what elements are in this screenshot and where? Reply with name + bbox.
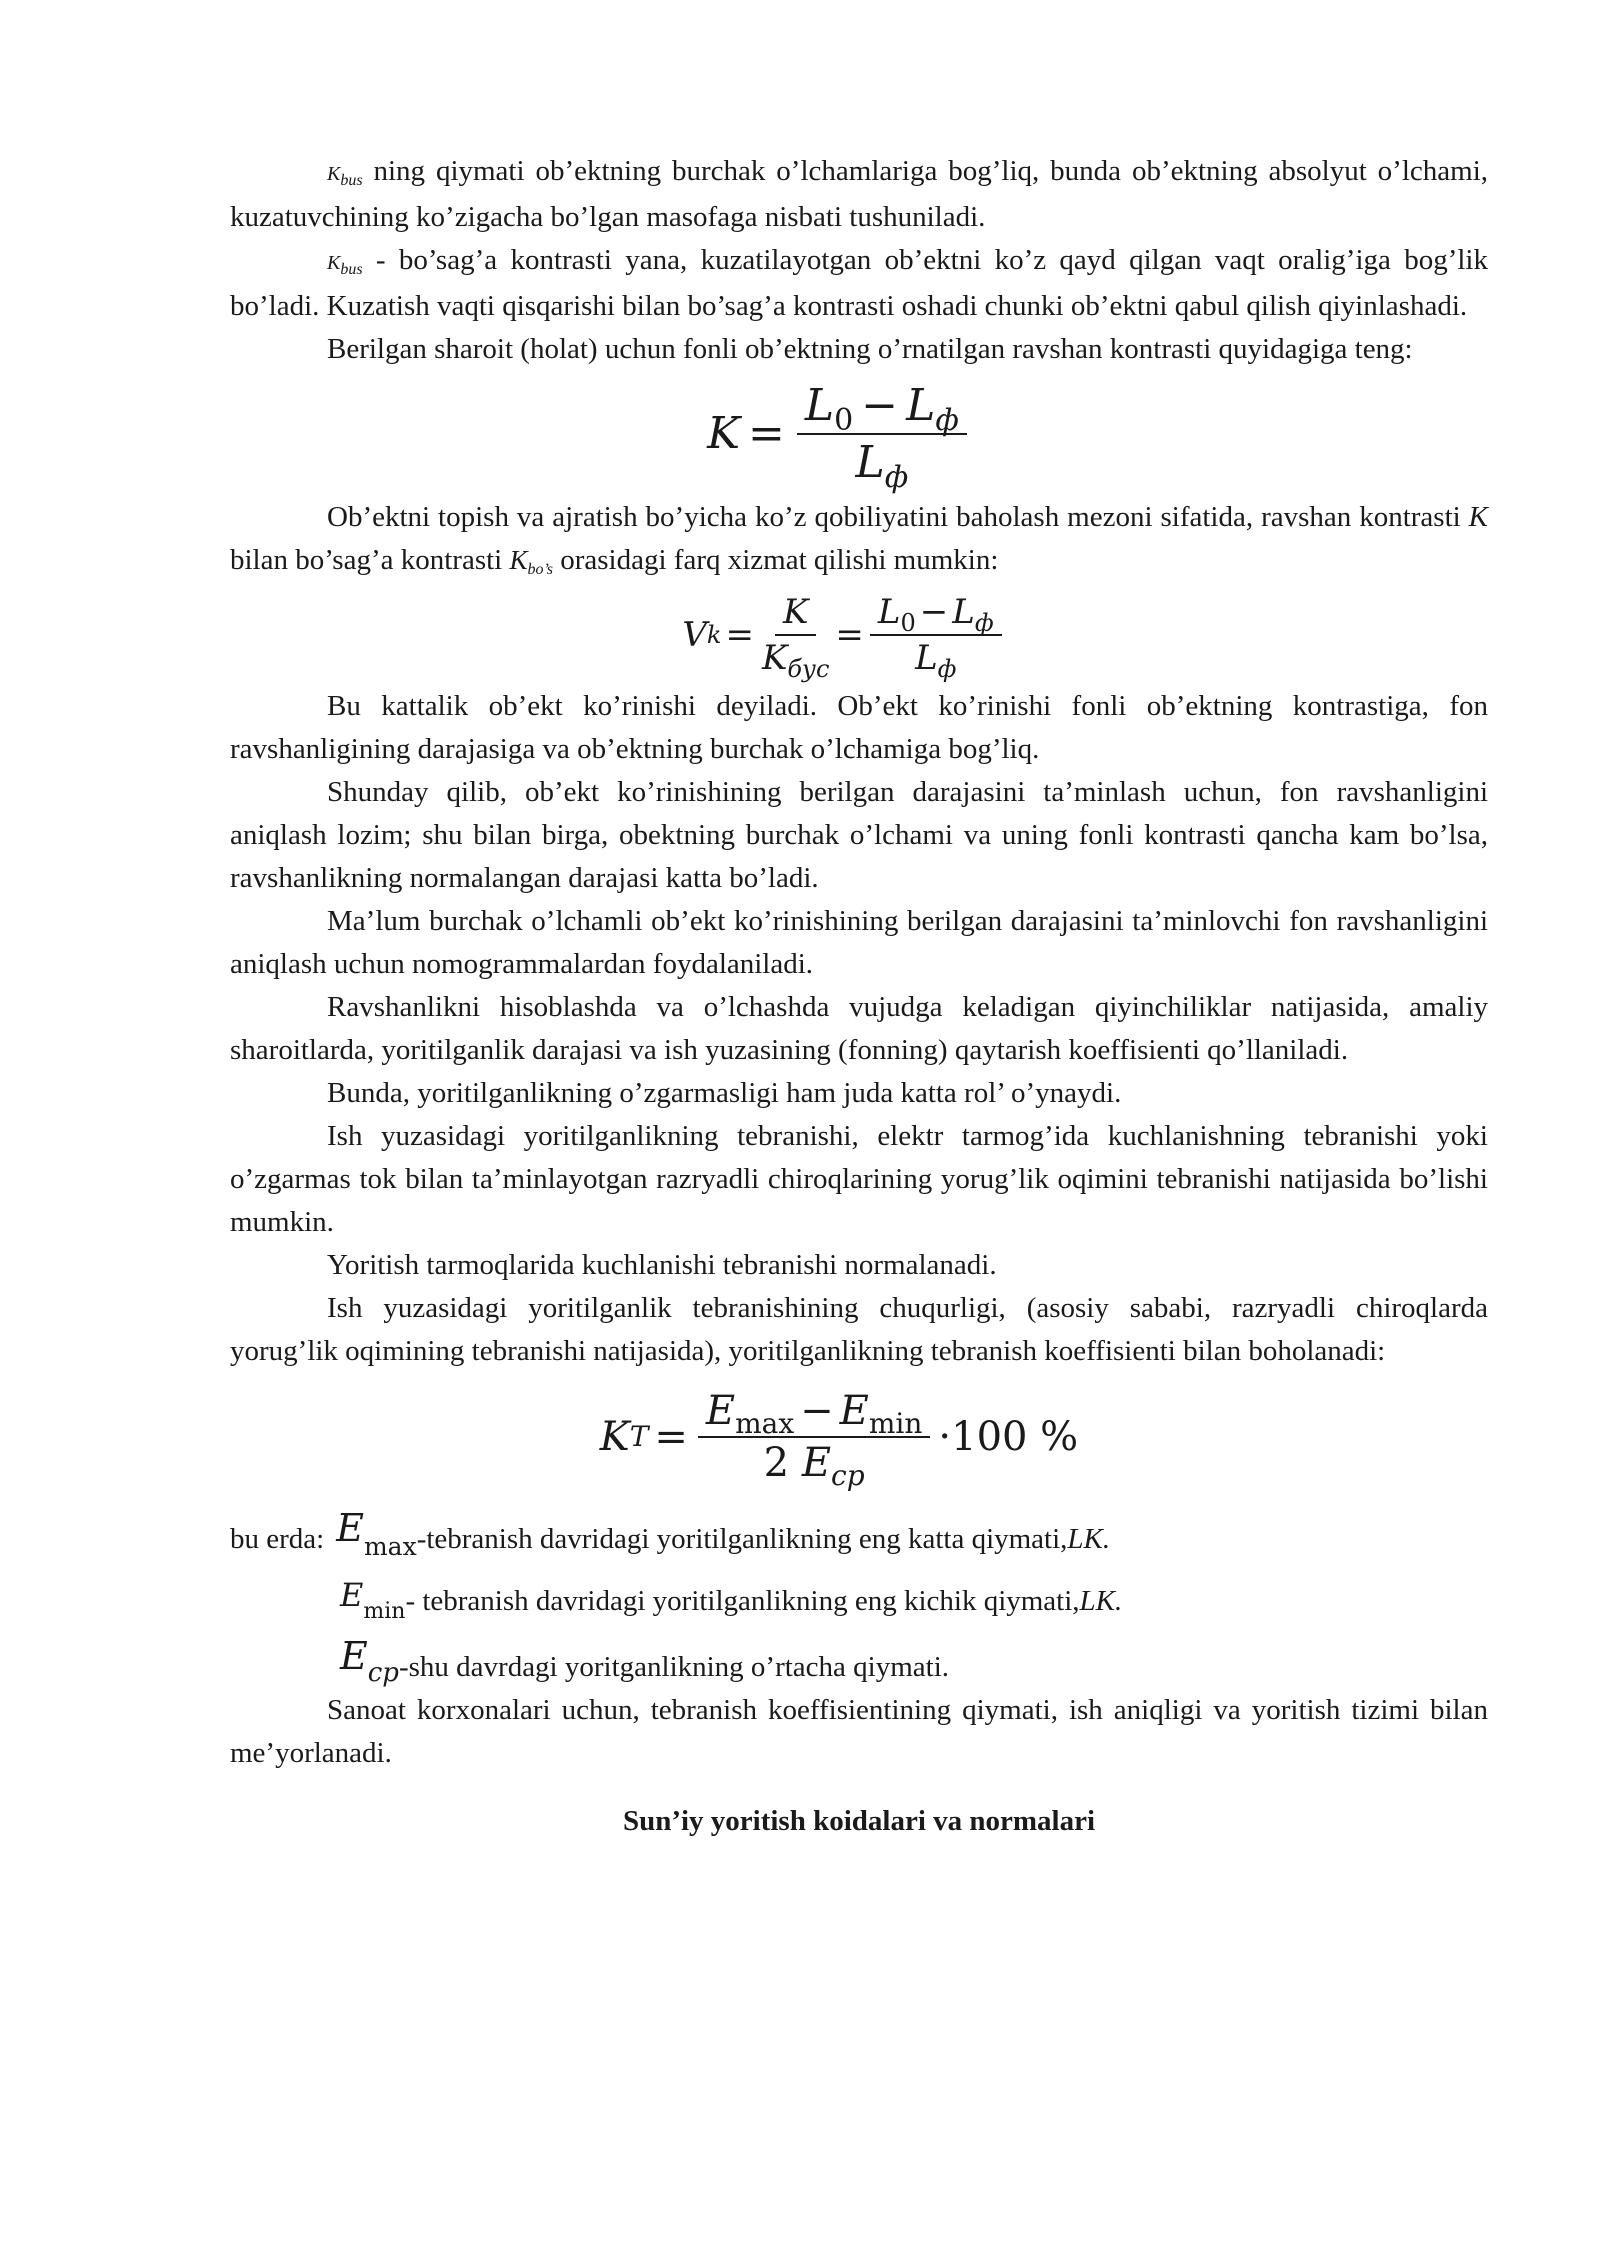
k-bus-symbol: $K_{bus}$: [327, 163, 363, 189]
paragraph-12: Ish yuzasidagi yoritilganlik tebranishining chuqurligi, (asosiy sababi, razryadli chiroqlarda yorug’lik oqimining tebranishi natijasida), yoritilganlikning tebranish koeffisienti bilan boholanadi:: [230, 1292, 1488, 1367]
definition-e-cp: $E_{cp}$ -shu davrdagi yoritganlikning o’rtacha qiymati.: [340, 1634, 950, 1688]
paragraph-11: Yoritish tarmoqlarida kuchlanishi tebranishi normalanadi.: [327, 1249, 997, 1281]
definition-e-max: bu erda: $E_{max}$ -tebranish davridagi yoritilganlikning eng katta qiymati, LK.: [230, 1506, 1111, 1561]
paragraph-8: Ravshanlikni hisoblashda va o’lchashda vujudga keladigan qiyinchiliklar natijasida, amaliy sharoitlarda, yoritilganlik darajasi va ish yuzasining (fonning) qaytarish koeffisienti qo’llaniladi.: [230, 991, 1488, 1066]
section-heading: Sun’iy yoritish koidalari va normalari: [622, 1805, 1096, 1837]
paragraph-4: Ob’ektni topish va ajratish bo’yicha ko’z qobiliyatini baholash mezoni sifatida, ravshan kontrasti K bilan bo’sag’a kontrasti $K_{bo’s}$ orasidagi farq xizmat qilishi mumkin:: [230, 501, 1488, 578]
formula-flicker-fraction: $\frac{E_{max} - E_{min}}{2 E_{ср}}$: [698, 1388, 931, 1486]
paragraph-9: Bunda, yoritilganlikning o’zgarmasligi ham juda katta rol’ o’ynaydi.: [327, 1077, 1122, 1109]
paragraph-1: $K_{bus}$ ning qiymati ob’ektning burchak o’lchamlariga bog’liq, bunda ob’ektning absolyut o’lchami, kuzatuvchining ko’zigacha bo’lgan masofaga nisbati tushuniladi.: [230, 155, 1488, 233]
document-page: [230, 150, 1488, 1838]
paragraph-2: $K_{bus}$ - bo’sag’a kontrasti yana, kuzatilayotgan ob’ektni ko’z qayd qilgan vaqt oralig’iga bog’lik bo’ladi. Kuzatish vaqti qisqarishi bilan bo’sag’a kontrasti oshadi chunki ob’ektni qabul qilish qiyinlashadi.: [230, 244, 1488, 322]
formula-contrast: K = $\frac{L_0 - L_ф}{L_ф}$: [190, 371, 1488, 496]
paragraph-3: Berilgan sharoit (holat) uchun fonli ob’ektning o’rnatilgan ravshan kontrasti quyidagiga teng:: [327, 333, 1413, 365]
e-min-symbol: $E_{min}$: [340, 1576, 406, 1624]
e-cp-symbol: $E_{cp}$: [340, 1634, 399, 1688]
formula-visibility-fraction-2: $\frac{L_0 - L_ф}{L_ф}$: [870, 592, 1002, 678]
formula-contrast-fraction: $\frac{L_0 - L_ф}{L_ф}$: [797, 380, 967, 488]
paragraph-7: Ma’lum burchak o’lchamli ob’ekt ko’rinishining berilgan darajasini ta’minlovchi fon ravshanligini aniqlash uchun nomogrammalardan foydalaniladi.: [230, 905, 1488, 980]
formula-visibility: V k = $\frac{K}{K_{бус}}$ = $\frac{L_0 - L_ф}{L_ф}$: [200, 585, 1488, 685]
k-bos-symbol: $K_{bo’s}$: [509, 545, 553, 578]
paragraph-5: Bu kattalik ob’ekt ko’rinishi deyiladi. Ob’ekt ko’rinishi fonli ob’ektning kontrastiga, fon ravshanligining darajasiga va ob’ektning burchak o’lchamiga bog’liq.: [230, 690, 1488, 765]
paragraph-6: Shunday qilib, ob’ekt ko’rinishining berilgan darajasini ta’minlash uchun, fon ravshanligini aniqlash lozim; shu bilan birga, obektning burchak o’lchami va uning fonli kontrasti qancha kam bo’lsa, ravshanlikning normalangan darajasi katta bo’ladi.: [230, 776, 1488, 894]
e-max-symbol: $E_{max}$: [336, 1506, 417, 1561]
formula-flicker-coefficient: K T = $\frac{E_{max} - E_{min}}{2 E_{ср}}$ ·100 %: [599, 1388, 1079, 1492]
paragraph-10: Ish yuzasidagi yoritilganlikning tebranishi, elektr tarmog’ida kuchlanishning tebranishi yoki o’zgarmas tok bilan ta’minlayotgan razryadli chiroqlarining yorug’lik oqimini tebranishi natijasida bo’lishi mumkin.: [230, 1120, 1488, 1238]
k-bus-symbol: $K_{bus}$: [327, 252, 363, 278]
paragraph-13: Sanoat korxonalari uchun, tebranish koeffisientining qiymati, ish aniqligi va yoritish tizimi bilan me’yorlanadi.: [230, 1694, 1488, 1769]
formula-visibility-fraction-1: $\frac{K}{K_{бус}}$: [761, 592, 830, 683]
definition-e-min: $E_{min}$ - tebranish davridagi yoritilganlikning eng kichik qiymati, LK.: [340, 1576, 1123, 1624]
